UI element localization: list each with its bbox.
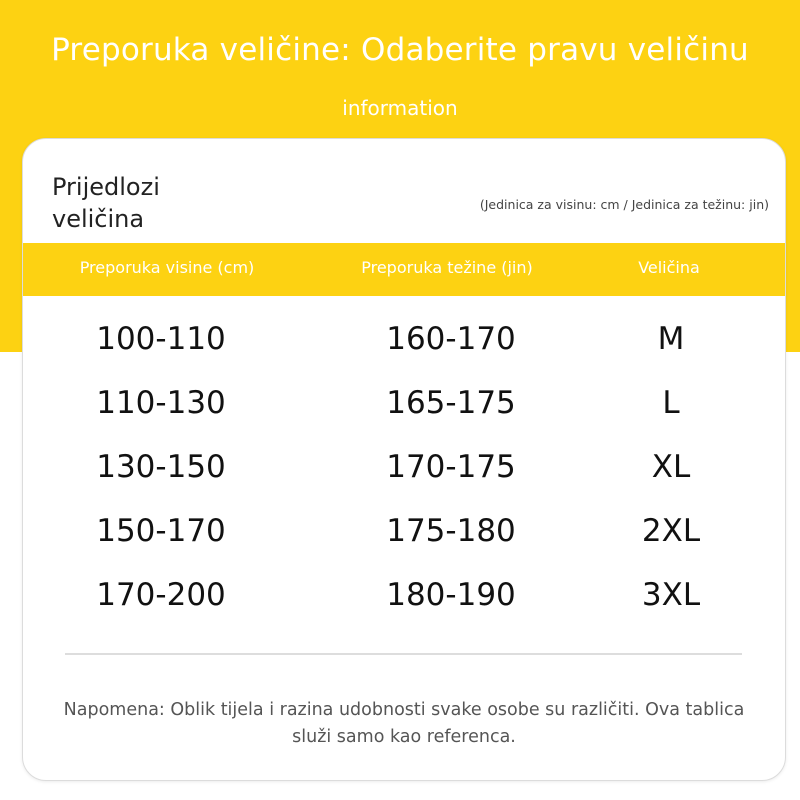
height-cell: 130-150 [96,449,226,485]
height-cell: 100-110 [96,321,226,357]
disclaimer-note: Napomena: Oblik tijela i razina udobnosti svake osobe su različiti. Ova tablica služi samo kao referenca. [63,700,745,747]
weight-cell: 175-180 [386,513,516,549]
height-cell: 170-200 [96,577,226,613]
table-row [23,379,785,443]
table-header [23,243,785,296]
weight-cell: 165-175 [386,385,516,421]
table-row [23,571,785,635]
divider [65,653,742,655]
column-header-weight: Preporuka težine (jin) [361,258,533,277]
weight-cell: 160-170 [386,321,516,357]
page-subtitle: information [342,96,458,120]
height-cell: 150-170 [96,513,226,549]
height-cell: 110-130 [96,385,226,421]
page-title: Preporuka veličine: Odaberite pravu veličinu [51,32,749,68]
size-cell: L [662,385,680,421]
size-cell: M [657,321,685,357]
column-header-height: Preporuka visine (cm) [79,258,255,277]
size-cell: 3XL [641,577,701,613]
size-cell: 2XL [641,513,701,549]
table-body [23,315,785,635]
size-cell: XL [651,449,691,485]
card-title: Prijedlozi veličina [52,173,160,233]
unit-note: (Jedinica za visinu: cm / Jedinica za težinu: jin) [479,197,769,212]
table-row [23,443,785,507]
size-chart-card [22,138,786,781]
table-row [23,315,785,379]
weight-cell: 170-175 [386,449,516,485]
column-header-size: Veličina [638,258,700,277]
table-row [23,507,785,571]
weight-cell: 180-190 [386,577,516,613]
